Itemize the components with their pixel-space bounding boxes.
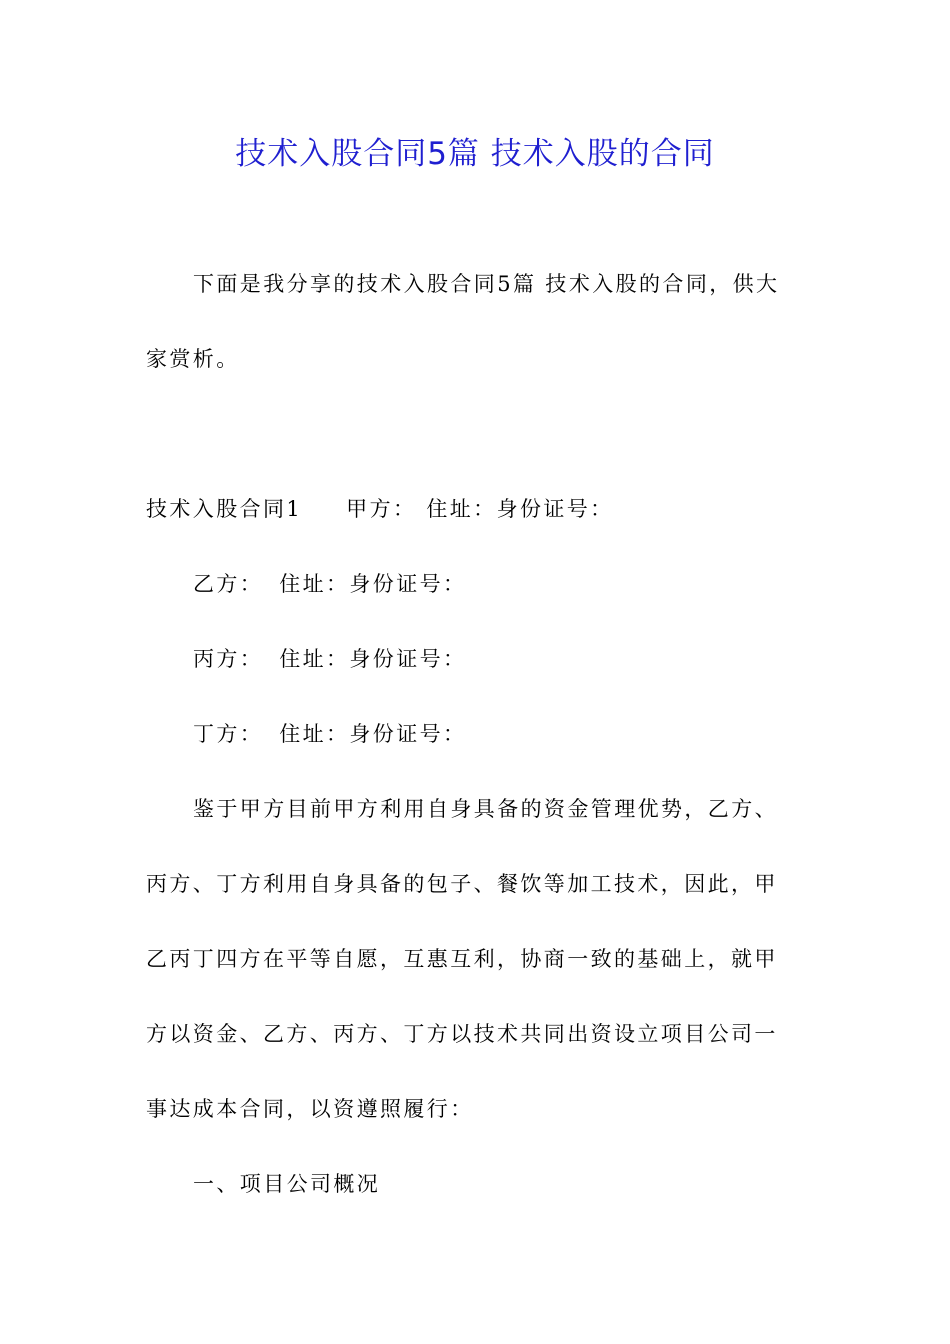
party-d-label: 丁方： bbox=[193, 722, 264, 746]
party-b-address: 住址：身份证号： bbox=[279, 572, 467, 596]
preamble-line-2: 丙方、丁方利用自身具备的包子、餐饮等加工技术，因此，甲 bbox=[146, 872, 778, 896]
preamble-line-1: 鉴于甲方目前甲方利用自身具备的资金管理优势，乙方、 bbox=[193, 797, 778, 821]
party-c-address: 住址：身份证号： bbox=[279, 647, 467, 671]
contract-heading-row bbox=[146, 494, 614, 524]
party-c-label: 丙方： bbox=[193, 647, 264, 671]
contract-heading: 技术入股合同1 bbox=[146, 497, 303, 521]
section-heading: 一、项目公司概况 bbox=[193, 1172, 381, 1196]
party-c-row bbox=[193, 644, 466, 674]
preamble-line-5: 事达成本合同，以资遵照履行： bbox=[146, 1097, 474, 1121]
document-title: 技术入股合同5篇 技术入股的合同 bbox=[235, 136, 715, 172]
intro-line-1: 下面是我分享的技术入股合同5篇 技术入股的合同，供大 bbox=[193, 272, 780, 296]
party-b-row bbox=[193, 569, 466, 599]
intro-line-2: 家赏析。 bbox=[146, 347, 240, 371]
party-b-label: 乙方： bbox=[193, 572, 264, 596]
party-a-address: 住址：身份证号： bbox=[426, 497, 614, 521]
party-d-row bbox=[193, 719, 466, 749]
preamble-line-4: 方以资金、乙方、丙方、丁方以技术共同出资设立项目公司一 bbox=[146, 1022, 778, 1046]
preamble-line-3: 乙丙丁四方在平等自愿，互惠互利，协商一致的基础上，就甲 bbox=[146, 947, 778, 971]
party-a-label: 甲方： bbox=[346, 497, 417, 521]
party-d-address: 住址：身份证号： bbox=[279, 722, 467, 746]
